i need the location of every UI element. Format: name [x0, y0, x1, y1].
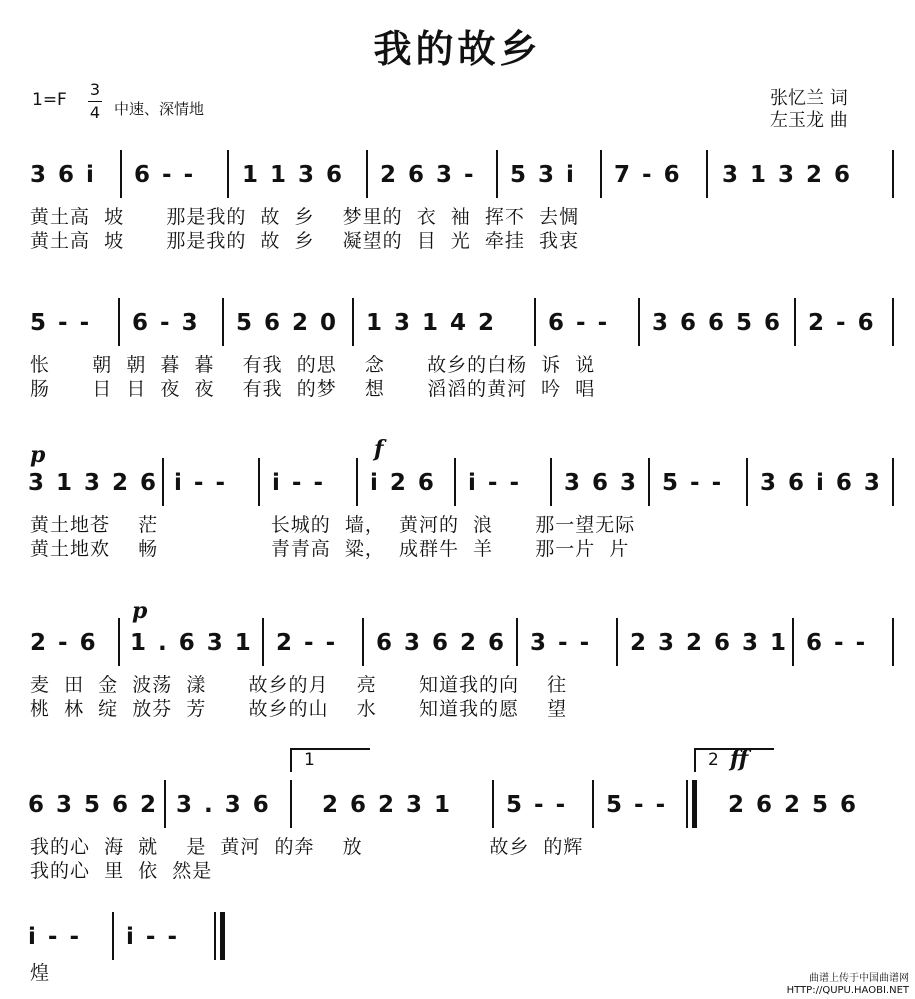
measure: 6 3 6 2 6: [376, 630, 507, 656]
measure: 6 - -: [134, 162, 196, 188]
measure: 6 3 5 6 2: [28, 792, 159, 818]
measure: 1 3 1 4 2: [366, 310, 497, 336]
dynamic-p: p: [30, 442, 46, 468]
lyric-verse-1: 黄土高 坡 那是我的 故 乡 梦里的 衣 袖 挥不 去惆: [30, 206, 579, 228]
measure: 3 . 3 6: [176, 792, 271, 818]
measure: 2 - 6: [30, 630, 98, 656]
lyricist: 张忆兰 词: [770, 88, 848, 109]
measure: 5 - -: [506, 792, 568, 818]
lyric-verse-2: 黄土高 坡 那是我的 故 乡 凝望的 目 光 牵挂 我衷: [30, 230, 579, 252]
barline: [892, 150, 894, 198]
barline: [892, 458, 894, 506]
measure: 3 - -: [530, 630, 592, 656]
key-signature: 1=F: [32, 90, 67, 110]
dynamic-f: f: [374, 436, 384, 462]
time-signature: [88, 80, 102, 123]
measure: 5 - -: [662, 470, 724, 496]
barline: [638, 298, 640, 346]
barline: [534, 298, 536, 346]
measure: 1 . 6 3 1: [130, 630, 253, 656]
measure: 5 3 i: [510, 162, 576, 188]
measure: 7 - 6: [614, 162, 682, 188]
score-system-6: [22, 912, 897, 982]
lyric-verse-1: 煌: [30, 962, 51, 984]
measure: 6 - -: [548, 310, 610, 336]
score-system-2: [22, 298, 897, 408]
measure: 6 - 3: [132, 310, 200, 336]
measure: 1 1 3 6: [242, 162, 345, 188]
measure: 2 6 2 3 1: [322, 792, 453, 818]
song-title: 我的故乡: [373, 26, 542, 71]
barline: [352, 298, 354, 346]
barline: [516, 618, 518, 666]
measure: 5 - -: [606, 792, 668, 818]
barline: [592, 780, 594, 828]
barline: [616, 618, 618, 666]
measure: i - -: [174, 470, 227, 496]
final-barline-thin: [214, 912, 216, 960]
measure: 2 3 2 6 3 1: [630, 630, 789, 656]
tempo-marking: 中速、深情地: [114, 100, 205, 118]
barline: [112, 912, 114, 960]
measure: 5 6 2 0: [236, 310, 339, 336]
barline: [164, 780, 166, 828]
barline: [892, 298, 894, 346]
barline: [120, 150, 122, 198]
barline: [366, 150, 368, 198]
lyric-verse-2: 黄土地欢 畅 青青高 粱， 成群牛 羊 那一片 片: [30, 538, 630, 560]
measure: 2 6 3 -: [380, 162, 476, 188]
repeat-barline: [686, 780, 688, 828]
notes-row: [22, 298, 897, 350]
measure: 2 - -: [276, 630, 338, 656]
barline: [496, 150, 498, 198]
footer-line-1: 曲谱上传于中国曲谱网: [809, 973, 909, 984]
composer: 左玉龙 曲: [770, 110, 848, 131]
notes-row: [22, 618, 897, 670]
barline: [362, 618, 364, 666]
measure: i - -: [272, 470, 325, 496]
barline: [356, 458, 358, 506]
score-system-4: [22, 598, 897, 728]
barline: [492, 780, 494, 828]
final-barline-thick: [220, 912, 225, 960]
time-top: 3: [89, 80, 101, 99]
score-system-5: [22, 746, 897, 890]
measure: i - -: [28, 924, 81, 950]
score-system-3: [22, 436, 897, 568]
measure: 6 - -: [806, 630, 868, 656]
notes-row: [22, 458, 897, 510]
dynamic-p: p: [132, 598, 148, 624]
score-system-1: [22, 150, 897, 260]
barline: [792, 618, 794, 666]
measure: i 2 6: [370, 470, 436, 496]
barline: [118, 298, 120, 346]
time-bottom: 4: [89, 103, 101, 122]
barline: [162, 458, 164, 506]
measure: 5 - -: [30, 310, 92, 336]
lyric-verse-1: 怅 朝 朝 暮 暮 有我 的思 念 故乡的白杨 诉 说: [30, 354, 596, 376]
repeat-barline-thick: [692, 780, 697, 828]
measure: 3 1 3 2 6: [722, 162, 853, 188]
barline: [794, 298, 796, 346]
volta-2-label: 2: [708, 750, 719, 770]
barline: [706, 150, 708, 198]
measure: i - -: [468, 470, 521, 496]
measure: 3 6 3: [564, 470, 639, 496]
volta-1-label: 1: [304, 750, 315, 770]
measure: 2 6 2 5 6: [728, 792, 859, 818]
measure: 3 6 i 6 3: [760, 470, 882, 496]
measure: 2 - 6: [808, 310, 876, 336]
measure: 3 6 6 5 6: [652, 310, 783, 336]
lyric-verse-2: 我的心 里 依 然是: [30, 860, 213, 882]
barline: [290, 780, 292, 828]
barline: [118, 618, 120, 666]
dynamic-ff: ff: [730, 746, 749, 772]
lyric-verse-1: 黄土地苍 茫 长城的 墙， 黄河的 浪 那一望无际: [30, 514, 636, 536]
source-watermark: [787, 973, 909, 997]
notes-row: [22, 912, 897, 964]
barline: [222, 298, 224, 346]
time-divider: [88, 101, 102, 102]
barline: [892, 618, 894, 666]
lyric-verse-1: 我的心 海 就 是 黄河 的奔 放 故乡 的辉: [30, 836, 584, 858]
lyric-verse-2: 桃 林 绽 放芬 芳 故乡的山 水 知道我的愿 望: [30, 698, 568, 720]
barline: [227, 150, 229, 198]
barline: [258, 458, 260, 506]
barline: [550, 458, 552, 506]
barline: [454, 458, 456, 506]
barline: [746, 458, 748, 506]
lyric-verse-2: 肠 日 日 夜 夜 有我 的梦 想 滔滔的黄河 吟 唱: [30, 378, 596, 400]
measure: i - -: [126, 924, 179, 950]
lyric-verse-1: 麦 田 金 波荡 漾 故乡的月 亮 知道我的向 往: [30, 674, 568, 696]
barline: [262, 618, 264, 666]
notes-row: [22, 150, 897, 202]
barline: [600, 150, 602, 198]
footer-line-2: HTTP://QUPU.HAOBI.NET: [786, 985, 909, 996]
measure: 3 1 3 2 6: [28, 470, 159, 496]
barline: [648, 458, 650, 506]
notes-row: [22, 780, 897, 832]
volta-bracket-1: [290, 748, 370, 772]
measure: 3 6 i: [30, 162, 96, 188]
